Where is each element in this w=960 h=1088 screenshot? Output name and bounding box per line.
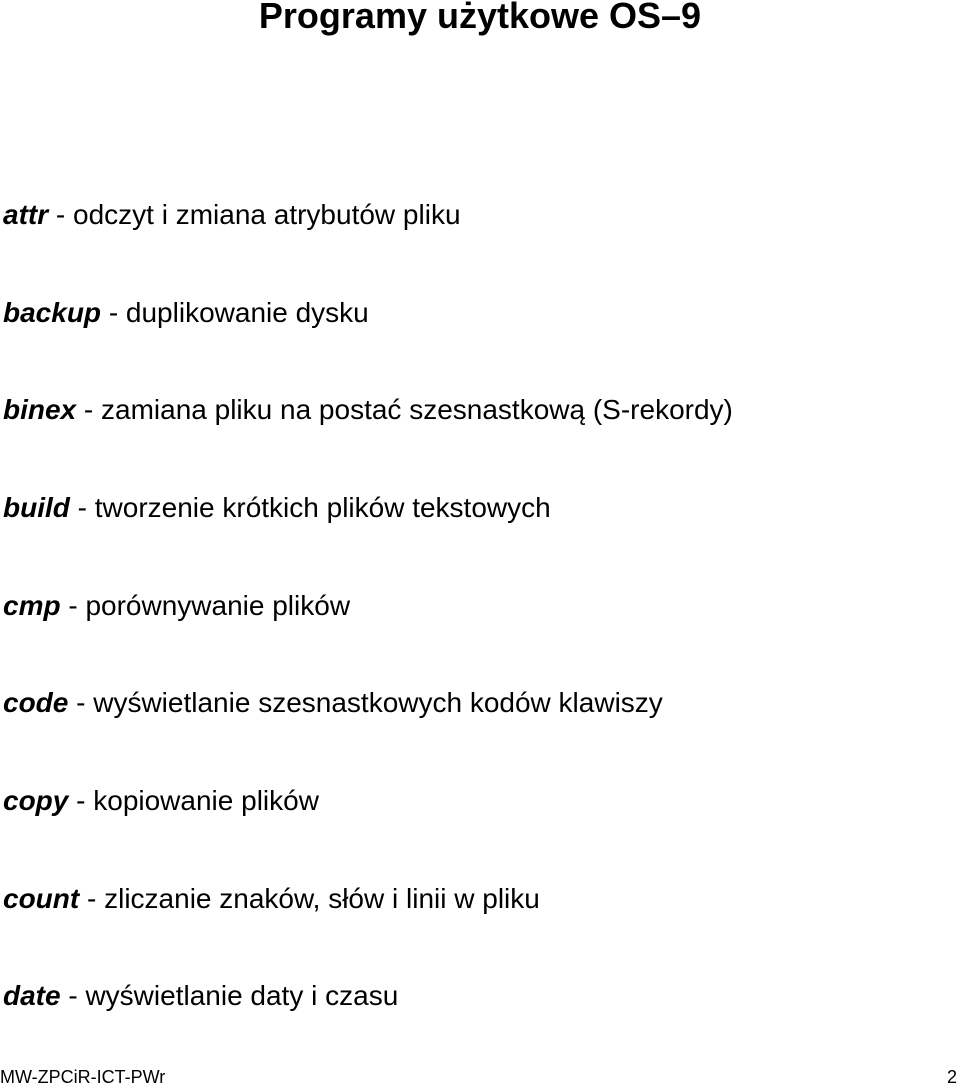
list-item-attr bbox=[3, 198, 461, 232]
command-description: - tworzenie krótkich plików tekstowych bbox=[77, 492, 551, 523]
list-item-code bbox=[3, 686, 663, 720]
command-description: - wyświetlanie daty i czasu bbox=[68, 980, 399, 1011]
command-name: binex bbox=[3, 394, 77, 425]
list-item-cmp bbox=[3, 589, 350, 623]
command-description: - zliczanie znaków, słów i linii w pliku bbox=[87, 883, 540, 914]
command-name: date bbox=[3, 980, 61, 1011]
list-item-copy bbox=[3, 784, 319, 818]
command-name: build bbox=[3, 492, 70, 523]
command-description: - zamiana pliku na postać szesnastkową (S-rekordy) bbox=[83, 394, 733, 425]
list-item-date bbox=[3, 979, 398, 1013]
footer-source: MW-ZPCiR-ICT-PWr bbox=[0, 1067, 166, 1087]
page-title: Programy użytkowe OS–9 bbox=[258, 0, 702, 36]
command-name: copy bbox=[3, 785, 69, 816]
command-name: code bbox=[3, 687, 69, 718]
command-name: attr bbox=[3, 199, 49, 230]
command-name: count bbox=[3, 883, 80, 914]
command-description: - wyświetlanie szesnastkowych kodów klawiszy bbox=[76, 687, 663, 718]
command-name: backup bbox=[3, 297, 102, 328]
command-name: cmp bbox=[3, 590, 61, 621]
list-item-binex bbox=[3, 393, 733, 427]
command-description: - odczyt i zmiana atrybutów pliku bbox=[55, 199, 461, 230]
page-number: 2 bbox=[946, 1067, 957, 1087]
list-item-build bbox=[3, 491, 551, 525]
command-description: - kopiowanie plików bbox=[76, 785, 319, 816]
list-item-backup bbox=[3, 296, 369, 330]
command-description: - porównywanie plików bbox=[68, 590, 351, 621]
command-description: - duplikowanie dysku bbox=[108, 297, 369, 328]
list-item-count bbox=[3, 882, 540, 916]
